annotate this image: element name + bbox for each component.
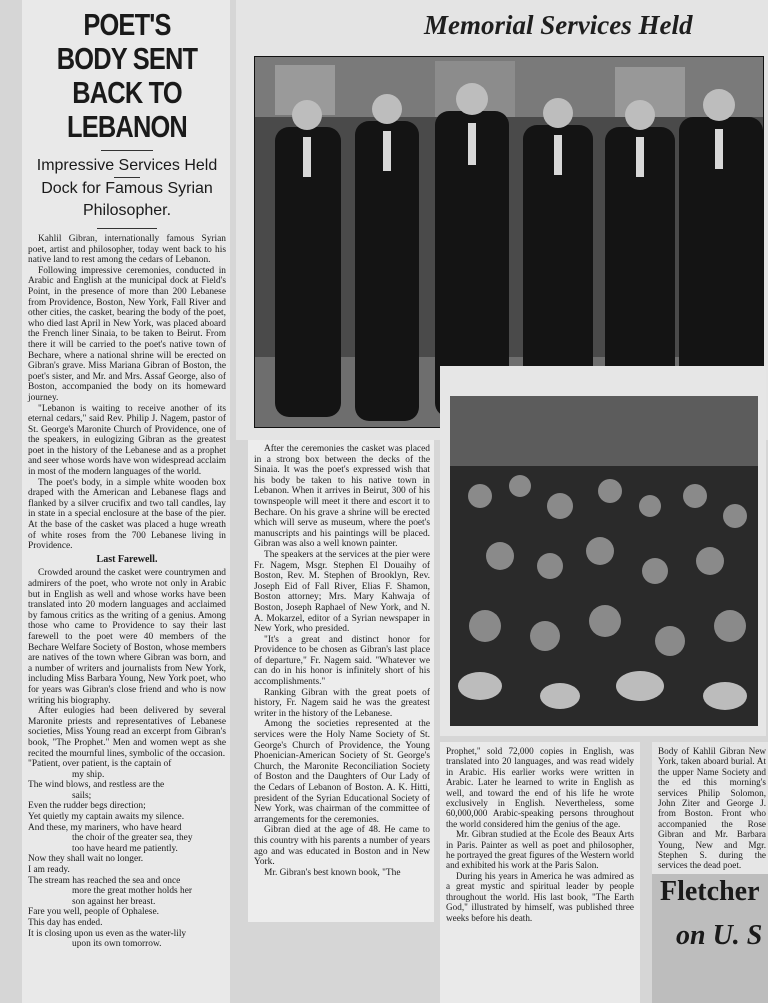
subhead: Last Farewell. xyxy=(96,553,158,565)
paragraph: Ranking Gibran with the great poets of history, Fr. Nagem said he was the greatest writer in the history of the Lebanese. xyxy=(254,687,430,719)
us-headline: on U. S xyxy=(676,920,763,951)
paragraph: "It's a great and distinct honor for Providence to be chosen as Gibran's last place of departure," Fr. Nagem said. "Whatever we can do in his honor is infinitely short of his accomplishments." xyxy=(254,634,430,688)
paragraph: Crowded around the casket were countrymen and admirers of the poet, who wrote not only in Arabic but in English as well and whose works have been translated into 20 modern languages and acclaimed by famous critics as the writing of a genius. Among those who came to Providence to say their last farewell to the poet were 40 members of the Bechare Welfare Society of Boston, whose members are natives of the town where Gibran was born, and a number of writers and journalists from New York, including Miss Barbara Young, New York poet, who for years was Gibran's close friend and who is now writing his biography. xyxy=(28,568,226,706)
article-body xyxy=(28,234,226,950)
deck-line-2: Dock for Famous Syrian xyxy=(41,180,213,197)
poem-line: It is closing upon us even as the water-lily xyxy=(28,928,187,939)
headline-line-2: BACK TO LEBANON xyxy=(67,75,187,144)
poem xyxy=(28,759,226,950)
paragraph: During his years in America he was admired as a great mystic and spiritual leader by people throughout the world. His last book, "The Earth God," illustrated by himself, was published three weeks before his death. xyxy=(446,870,634,923)
paragraph: Following impressive ceremonies, conducted in Arabic and English at the municipal dock at Field's Point, in the presence of more than 200 Lebanese from Providence, Boston, New York, Fall River and other cities, the casket, bearing the body of the poet, who died last April in New York, was placed aboard the French liner Sinaia, to be taken to Beirut. From there it will be carried to the poet's native town of Bechare, where a national shrine will be erected on Gibran's grave. Miss Mariana Gibran of Boston, the poet's sister, and Mr. and Mrs. Assaf George, also of Boston, accompanied the body on its homeward journey. xyxy=(28,265,226,403)
poem-line: Now they shall wait no longer. xyxy=(28,854,144,865)
rule xyxy=(101,150,153,151)
paragraph: "Lebanon is waiting to receive another of its eternal cedars," said Rev. Philip J. Nagem, pastor of St. George's Maronite Church of Providence, one of the speakers, in eulogizing Gibran as the greatest poet in the history of the Lebanese and as a prophet and seer whose words have won widespread acclaim in most of the modern languages of the world. xyxy=(28,403,226,478)
poem-line: Fare you well, people of Ophalese. xyxy=(28,907,159,918)
paragraph: Gibran died at the age of 48. He came to this country with his parents a number of years ago and was educated in Boston and in New York. xyxy=(254,825,431,868)
poem-line: more the great mother holds her xyxy=(72,886,193,897)
poem-line: The stream has reached the sea and once xyxy=(28,875,181,886)
left-article-clipping xyxy=(22,0,230,1003)
poem-line: too have heard me patiently. xyxy=(72,843,178,854)
poem-line: This day has ended. xyxy=(28,918,103,928)
banner-headline: Memorial Services Held xyxy=(424,10,693,40)
right-article-clipping xyxy=(440,742,640,1003)
far-right-clipping xyxy=(652,742,768,1003)
poem-line: And these, my mariners, who have heard xyxy=(28,822,182,833)
crowd-photo xyxy=(440,366,766,736)
article-body xyxy=(248,440,434,878)
paragraph: Mr. Gibran studied at the Ecole des Beaux Arts in Paris. Painter as well as poet and philosopher, he portrayed the great figures of the Western world and exhibited his work at the Paris Salon. xyxy=(446,829,634,871)
paragraph: Kahlil Gibran, internationally famous Syrian poet, artist and philosopher, today went back to his native land to rest among the cedars of Lebanon. xyxy=(28,234,226,266)
paragraph: After the ceremonies the casket was placed in a strong box between the decks of the Sinaia. It was the poet's expressed wish that his body be taken to his native town in Lebanon. When it arrives in Beirut, 300 of his townspeople will meet it there and escort it to Bechare. On his grave a shrine will be erected which will serve as museum, where the poet's manuscripts and his paintings will be placed. Gibran was also a well known painter. xyxy=(254,444,430,550)
poem-line: my ship. xyxy=(72,769,105,780)
poem-line: upon its own tomorrow. xyxy=(72,939,162,950)
article-body xyxy=(652,742,768,878)
poem-line: The wind blows, and restless are the xyxy=(28,780,165,791)
headline-line-1: POET'S BODY SENT xyxy=(56,7,198,76)
poem-line: the choir of the greater sea, they xyxy=(72,833,193,844)
headline-box xyxy=(652,874,768,1003)
paragraph: The speakers at the services at the pier were Fr. Nagem, Msgr. Stephen El Douaihy of Boston, Rev. M. Stephen of Brooklyn, Rev. Joseph Eid of Fall River, Elias F. Shamon, Boston attorney; Mrs. Mary Kahwaja of Boston, Joseph Raphael of New York, and N. A. Mokarzel, editor of a Syrian newspaper in New York, who presided. xyxy=(254,549,430,635)
center-article-clipping xyxy=(248,440,434,922)
deck-line-3: Philosopher. xyxy=(82,202,172,219)
paragraph: Among the societies represented at the services were the Holy Name Society of St. George's Church of Providence, the Young Phoenician-American Society of St. George's Church, the Maronite Reconciliation Society of Boston and the Daughters of Our Lady of the Cedars of Lebanon of Boston. A. K. Hitti, president of the Syrian Educational Society of New York, was chairman of the committee of arrangements for the ceremonies. xyxy=(254,719,430,825)
poem-line: Yet quietly my captain awaits my silence. xyxy=(28,812,185,823)
fletcher-headline: Fletcher xyxy=(660,876,760,907)
poem-line: Even the rudder begs direction; xyxy=(28,801,146,812)
crowd-photo-image xyxy=(440,366,766,736)
deck-line-1: Impressive Services Held xyxy=(36,157,218,174)
paragraph: After eulogies had been delivered by several Maronite priests and representatives of Lebanese societies, Miss Young read an excerpt from Gibran's book, "The Prophet." Men and women wept as she recited the mournful lines, symbolic of the occasion. xyxy=(28,706,226,759)
rule xyxy=(97,228,157,229)
poem-line: sails; xyxy=(72,790,92,801)
paragraph: Mr. Gibran's best known book, "The xyxy=(264,867,401,878)
article-body xyxy=(440,742,640,923)
poem-line: "Patient, over patient, is the captain of xyxy=(28,759,172,770)
paragraph: Body of Kahlil Gibran New York, taken aboard burial. At the upper Name Society and the ed this morning's services Philip Solomon, John Ziter and George J. from Boston. Front who accompanied the Rose Gibran and Mr. Barbara Young, New and Mgr. Stephen S. during the services the dead poet. xyxy=(658,746,766,871)
poem-line: son against her breast. xyxy=(72,896,156,907)
paragraph: The poet's body, in a simple white wooden box draped with the American and Lebanese flags and flanked by a silver crucifix and two tall candles, lay in state in a special enclosure at the base of the pier. At the base of the casket was placed a huge wreath of white roses from the 700 Lebanese living in Providence. xyxy=(28,477,226,552)
paragraph: Prophet," sold 72,000 copies in English, was translated into 20 languages, and was read widely in Arabic. His earlier works were written in Arabic. Later he learned to write in English as well, and toward the end of his life he wrote exclusively in English. Nevertheless, some 60,000,000 Arabic-speaking persons throughout the world considered him the genius of the age. xyxy=(446,746,634,829)
poem-line: I am ready. xyxy=(28,865,70,876)
